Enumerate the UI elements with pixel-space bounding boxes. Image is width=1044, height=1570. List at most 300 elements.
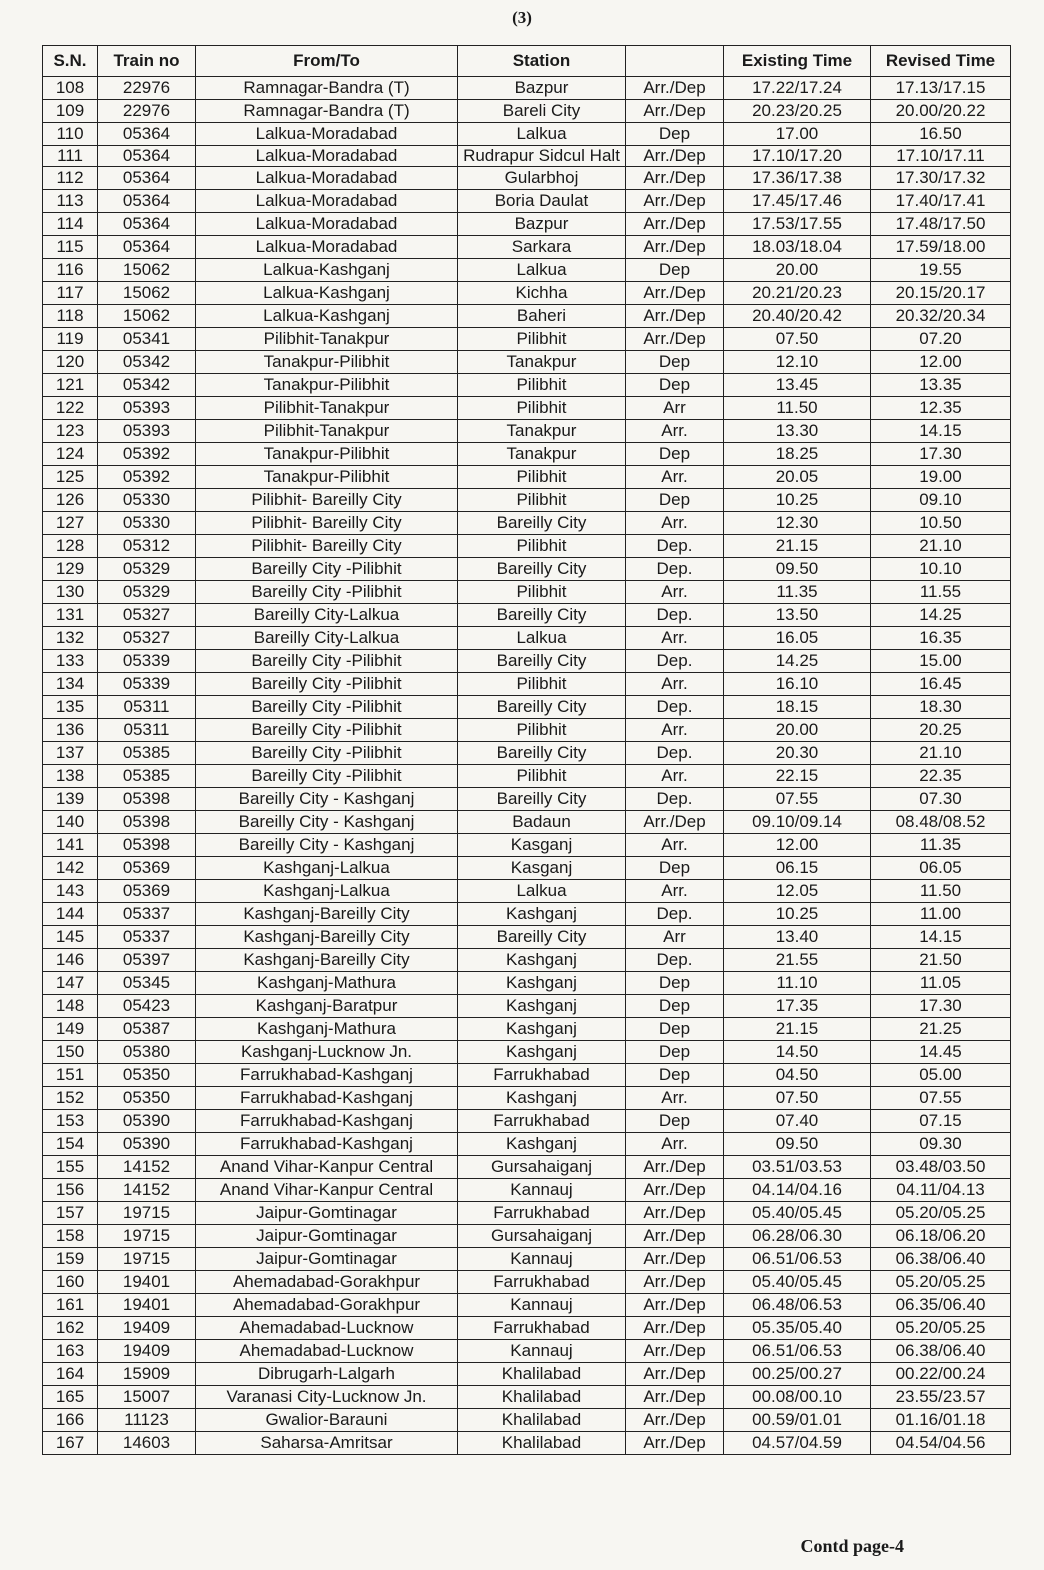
sn-cell: 127 bbox=[43, 512, 98, 535]
sn-cell: 137 bbox=[43, 742, 98, 765]
train-no-cell: 05369 bbox=[98, 880, 196, 903]
arr-dep-cell: Arr./Dep bbox=[626, 190, 724, 213]
table-row bbox=[43, 1087, 1011, 1110]
from-to-cell: Dibrugarh-Lalgarh bbox=[196, 1363, 458, 1386]
revised-time-cell: 17.30/17.32 bbox=[871, 167, 1011, 190]
existing-time-cell: 10.25 bbox=[724, 489, 871, 512]
station-cell: Bareilly City bbox=[458, 512, 626, 535]
station-cell: Bareli City bbox=[458, 100, 626, 123]
arr-dep-cell: Dep. bbox=[626, 535, 724, 558]
existing-time-cell: 13.40 bbox=[724, 926, 871, 949]
existing-time-cell: 12.10 bbox=[724, 351, 871, 374]
sn-cell: 151 bbox=[43, 1064, 98, 1087]
existing-time-cell: 20.23/20.25 bbox=[724, 100, 871, 123]
table-row bbox=[43, 328, 1011, 351]
train-no-cell: 14152 bbox=[98, 1179, 196, 1202]
sn-cell: 132 bbox=[43, 627, 98, 650]
sn-cell: 121 bbox=[43, 374, 98, 397]
sn-cell: 119 bbox=[43, 328, 98, 351]
existing-time-cell: 09.50 bbox=[724, 558, 871, 581]
station-cell: Pilibhit bbox=[458, 328, 626, 351]
station-cell: Gursahaiganj bbox=[458, 1156, 626, 1179]
existing-time-cell: 18.25 bbox=[724, 443, 871, 466]
sn-cell: 154 bbox=[43, 1133, 98, 1156]
arr-dep-cell: Arr./Dep bbox=[626, 1271, 724, 1294]
from-to-cell: Ahemadabad-Lucknow bbox=[196, 1340, 458, 1363]
station-cell: Farrukhabad bbox=[458, 1110, 626, 1133]
existing-time-cell: 20.40/20.42 bbox=[724, 305, 871, 328]
train-no-cell: 22976 bbox=[98, 100, 196, 123]
table-row bbox=[43, 857, 1011, 880]
from-to-cell: Kashganj-Bareilly City bbox=[196, 949, 458, 972]
from-to-cell: Lalkua-Moradabad bbox=[196, 190, 458, 213]
existing-time-cell: 00.08/00.10 bbox=[724, 1386, 871, 1409]
station-cell: Pilibhit bbox=[458, 397, 626, 420]
station-cell: Gularbhoj bbox=[458, 167, 626, 190]
arr-dep-cell: Dep. bbox=[626, 742, 724, 765]
continued-note: Contd page-4 bbox=[800, 1536, 904, 1556]
station-cell: Kasganj bbox=[458, 857, 626, 880]
revised-time-cell: 11.05 bbox=[871, 972, 1011, 995]
station-cell: Bareilly City bbox=[458, 788, 626, 811]
train-no-cell: 15007 bbox=[98, 1386, 196, 1409]
sn-cell: 165 bbox=[43, 1386, 98, 1409]
revised-time-cell: 17.40/17.41 bbox=[871, 190, 1011, 213]
from-to-cell: Pilibhit- Bareilly City bbox=[196, 489, 458, 512]
station-cell: Pilibhit bbox=[458, 765, 626, 788]
station-cell: Lalkua bbox=[458, 627, 626, 650]
existing-time-cell: 20.05 bbox=[724, 466, 871, 489]
sn-cell: 134 bbox=[43, 673, 98, 696]
existing-time-cell: 20.30 bbox=[724, 742, 871, 765]
revised-time-cell: 05.00 bbox=[871, 1064, 1011, 1087]
arr-dep-cell: Dep bbox=[626, 351, 724, 374]
station-cell: Bareilly City bbox=[458, 604, 626, 627]
arr-dep-cell: Arr. bbox=[626, 466, 724, 489]
revised-time-cell: 20.15/20.17 bbox=[871, 282, 1011, 305]
existing-time-cell: 07.55 bbox=[724, 788, 871, 811]
sn-cell: 113 bbox=[43, 190, 98, 213]
from-to-cell: Bareilly City -Pilibhit bbox=[196, 719, 458, 742]
existing-time-cell: 04.50 bbox=[724, 1064, 871, 1087]
station-cell: Kashganj bbox=[458, 1133, 626, 1156]
from-to-cell: Kashganj-Lalkua bbox=[196, 880, 458, 903]
from-to-cell: Bareilly City -Pilibhit bbox=[196, 581, 458, 604]
from-to-cell: Pilibhit- Bareilly City bbox=[196, 535, 458, 558]
train-no-cell: 05364 bbox=[98, 167, 196, 190]
from-to-cell: Anand Vihar-Kanpur Central bbox=[196, 1179, 458, 1202]
table-row bbox=[43, 1156, 1011, 1179]
table-row bbox=[43, 949, 1011, 972]
sn-cell: 114 bbox=[43, 213, 98, 236]
existing-time-cell: 06.48/06.53 bbox=[724, 1294, 871, 1317]
existing-time-cell: 04.14/04.16 bbox=[724, 1179, 871, 1202]
sn-cell: 141 bbox=[43, 834, 98, 857]
from-to-cell: Kashganj-Bareilly City bbox=[196, 903, 458, 926]
from-to-cell: Bareilly City - Kashganj bbox=[196, 811, 458, 834]
existing-time-cell: 05.35/05.40 bbox=[724, 1317, 871, 1340]
station-cell: Badaun bbox=[458, 811, 626, 834]
revised-time-cell: 23.55/23.57 bbox=[871, 1386, 1011, 1409]
from-to-cell: Varanasi City-Lucknow Jn. bbox=[196, 1386, 458, 1409]
revised-time-cell: 06.38/06.40 bbox=[871, 1340, 1011, 1363]
sn-cell: 120 bbox=[43, 351, 98, 374]
table-row bbox=[43, 213, 1011, 236]
table-row bbox=[43, 581, 1011, 604]
revised-time-cell: 17.59/18.00 bbox=[871, 236, 1011, 259]
station-cell: Bazpur bbox=[458, 77, 626, 100]
sn-cell: 126 bbox=[43, 489, 98, 512]
train-no-cell: 05342 bbox=[98, 351, 196, 374]
from-to-cell: Ahemadabad-Gorakhpur bbox=[196, 1271, 458, 1294]
revised-time-cell: 07.20 bbox=[871, 328, 1011, 351]
revised-time-cell: 05.20/05.25 bbox=[871, 1317, 1011, 1340]
train-no-cell: 19401 bbox=[98, 1294, 196, 1317]
from-to-cell: Farrukhabad-Kashganj bbox=[196, 1133, 458, 1156]
table-row bbox=[43, 1386, 1011, 1409]
revised-time-cell: 06.05 bbox=[871, 857, 1011, 880]
header-from-to: From/To bbox=[196, 46, 458, 77]
existing-time-cell: 14.50 bbox=[724, 1041, 871, 1064]
table-row bbox=[43, 351, 1011, 374]
arr-dep-cell: Arr./Dep bbox=[626, 1386, 724, 1409]
train-no-cell: 05398 bbox=[98, 788, 196, 811]
station-cell: Kasganj bbox=[458, 834, 626, 857]
arr-dep-cell: Arr./Dep bbox=[626, 1409, 724, 1432]
train-no-cell: 05339 bbox=[98, 673, 196, 696]
station-cell: Kannauj bbox=[458, 1248, 626, 1271]
table-row bbox=[43, 880, 1011, 903]
existing-time-cell: 17.22/17.24 bbox=[724, 77, 871, 100]
station-cell: Kichha bbox=[458, 282, 626, 305]
existing-time-cell: 17.53/17.55 bbox=[724, 213, 871, 236]
train-no-cell: 19715 bbox=[98, 1248, 196, 1271]
station-cell: Khalilabad bbox=[458, 1386, 626, 1409]
train-no-cell: 05364 bbox=[98, 190, 196, 213]
station-cell: Bareilly City bbox=[458, 926, 626, 949]
station-cell: Bazpur bbox=[458, 213, 626, 236]
arr-dep-cell: Dep. bbox=[626, 604, 724, 627]
revised-time-cell: 13.35 bbox=[871, 374, 1011, 397]
table-row bbox=[43, 167, 1011, 190]
station-cell: Pilibhit bbox=[458, 719, 626, 742]
from-to-cell: Bareilly City-Lalkua bbox=[196, 627, 458, 650]
table-row bbox=[43, 1271, 1011, 1294]
station-cell: Lalkua bbox=[458, 880, 626, 903]
sn-cell: 130 bbox=[43, 581, 98, 604]
sn-cell: 145 bbox=[43, 926, 98, 949]
existing-time-cell: 20.00 bbox=[724, 719, 871, 742]
sn-cell: 131 bbox=[43, 604, 98, 627]
arr-dep-cell: Arr./Dep bbox=[626, 305, 724, 328]
existing-time-cell: 04.57/04.59 bbox=[724, 1432, 871, 1455]
table-row bbox=[43, 374, 1011, 397]
sn-cell: 161 bbox=[43, 1294, 98, 1317]
train-no-cell: 19715 bbox=[98, 1225, 196, 1248]
timetable-container bbox=[42, 45, 1010, 1455]
arr-dep-cell: Arr./Dep bbox=[626, 1225, 724, 1248]
existing-time-cell: 17.45/17.46 bbox=[724, 190, 871, 213]
arr-dep-cell: Arr. bbox=[626, 420, 724, 443]
arr-dep-cell: Arr./Dep bbox=[626, 811, 724, 834]
sn-cell: 129 bbox=[43, 558, 98, 581]
train-no-cell: 15062 bbox=[98, 259, 196, 282]
table-row bbox=[43, 696, 1011, 719]
from-to-cell: Tanakpur-Pilibhit bbox=[196, 443, 458, 466]
header-station: Station bbox=[458, 46, 626, 77]
existing-time-cell: 13.45 bbox=[724, 374, 871, 397]
existing-time-cell: 06.28/06.30 bbox=[724, 1225, 871, 1248]
header-row bbox=[43, 46, 1011, 77]
arr-dep-cell: Arr./Dep bbox=[626, 167, 724, 190]
arr-dep-cell: Dep bbox=[626, 1064, 724, 1087]
station-cell: Pilibhit bbox=[458, 673, 626, 696]
existing-time-cell: 11.35 bbox=[724, 581, 871, 604]
sn-cell: 153 bbox=[43, 1110, 98, 1133]
arr-dep-cell: Arr./Dep bbox=[626, 213, 724, 236]
train-no-cell: 05392 bbox=[98, 443, 196, 466]
existing-time-cell: 05.40/05.45 bbox=[724, 1271, 871, 1294]
sn-cell: 136 bbox=[43, 719, 98, 742]
arr-dep-cell: Arr./Dep bbox=[626, 1156, 724, 1179]
table-row bbox=[43, 1179, 1011, 1202]
revised-time-cell: 16.45 bbox=[871, 673, 1011, 696]
existing-time-cell: 13.50 bbox=[724, 604, 871, 627]
from-to-cell: Lalkua-Moradabad bbox=[196, 236, 458, 259]
existing-time-cell: 06.51/06.53 bbox=[724, 1340, 871, 1363]
from-to-cell: Tanakpur-Pilibhit bbox=[196, 374, 458, 397]
arr-dep-cell: Arr./Dep bbox=[626, 1202, 724, 1225]
revised-time-cell: 05.20/05.25 bbox=[871, 1202, 1011, 1225]
arr-dep-cell: Dep bbox=[626, 972, 724, 995]
revised-time-cell: 17.48/17.50 bbox=[871, 213, 1011, 236]
sn-cell: 146 bbox=[43, 949, 98, 972]
station-cell: Bareilly City bbox=[458, 558, 626, 581]
train-no-cell: 05327 bbox=[98, 627, 196, 650]
sn-cell: 157 bbox=[43, 1202, 98, 1225]
table-row bbox=[43, 742, 1011, 765]
revised-time-cell: 16.50 bbox=[871, 123, 1011, 146]
arr-dep-cell: Arr. bbox=[626, 834, 724, 857]
from-to-cell: Tanakpur-Pilibhit bbox=[196, 351, 458, 374]
arr-dep-cell: Dep bbox=[626, 443, 724, 466]
table-row bbox=[43, 77, 1011, 100]
table-row bbox=[43, 259, 1011, 282]
existing-time-cell: 16.05 bbox=[724, 627, 871, 650]
sn-cell: 115 bbox=[43, 236, 98, 259]
table-row bbox=[43, 1317, 1011, 1340]
header-train-no: Train no bbox=[98, 46, 196, 77]
revised-time-cell: 11.35 bbox=[871, 834, 1011, 857]
table-row bbox=[43, 627, 1011, 650]
sn-cell: 164 bbox=[43, 1363, 98, 1386]
arr-dep-cell: Arr./Dep bbox=[626, 328, 724, 351]
table-row bbox=[43, 1018, 1011, 1041]
table-row bbox=[43, 811, 1011, 834]
revised-time-cell: 20.25 bbox=[871, 719, 1011, 742]
revised-time-cell: 21.50 bbox=[871, 949, 1011, 972]
from-to-cell: Bareilly City -Pilibhit bbox=[196, 650, 458, 673]
table-row bbox=[43, 282, 1011, 305]
arr-dep-cell: Dep. bbox=[626, 696, 724, 719]
from-to-cell: Kashganj-Baratpur bbox=[196, 995, 458, 1018]
arr-dep-cell: Arr. bbox=[626, 1087, 724, 1110]
existing-time-cell: 16.10 bbox=[724, 673, 871, 696]
sn-cell: 138 bbox=[43, 765, 98, 788]
arr-dep-cell: Dep bbox=[626, 374, 724, 397]
revised-time-cell: 03.48/03.50 bbox=[871, 1156, 1011, 1179]
table-row bbox=[43, 903, 1011, 926]
from-to-cell: Ahemadabad-Gorakhpur bbox=[196, 1294, 458, 1317]
table-row bbox=[43, 719, 1011, 742]
table-row bbox=[43, 972, 1011, 995]
from-to-cell: Farrukhabad-Kashganj bbox=[196, 1064, 458, 1087]
from-to-cell: Kashganj-Lalkua bbox=[196, 857, 458, 880]
sn-cell: 163 bbox=[43, 1340, 98, 1363]
revised-time-cell: 04.54/04.56 bbox=[871, 1432, 1011, 1455]
station-cell: Farrukhabad bbox=[458, 1271, 626, 1294]
existing-time-cell: 21.15 bbox=[724, 535, 871, 558]
revised-time-cell: 14.25 bbox=[871, 604, 1011, 627]
sn-cell: 150 bbox=[43, 1041, 98, 1064]
train-no-cell: 22976 bbox=[98, 77, 196, 100]
table-row bbox=[43, 1432, 1011, 1455]
arr-dep-cell: Arr./Dep bbox=[626, 100, 724, 123]
train-no-cell: 05327 bbox=[98, 604, 196, 627]
sn-cell: 148 bbox=[43, 995, 98, 1018]
timetable-body bbox=[43, 77, 1011, 1455]
station-cell: Pilibhit bbox=[458, 489, 626, 512]
from-to-cell: Ahemadabad-Lucknow bbox=[196, 1317, 458, 1340]
station-cell: Gursahaiganj bbox=[458, 1225, 626, 1248]
revised-time-cell: 16.35 bbox=[871, 627, 1011, 650]
train-no-cell: 05385 bbox=[98, 765, 196, 788]
from-to-cell: Pilibhit- Bareilly City bbox=[196, 512, 458, 535]
table-row bbox=[43, 100, 1011, 123]
from-to-cell: Kashganj-Bareilly City bbox=[196, 926, 458, 949]
existing-time-cell: 17.35 bbox=[724, 995, 871, 1018]
station-cell: Khalilabad bbox=[458, 1363, 626, 1386]
train-no-cell: 05385 bbox=[98, 742, 196, 765]
revised-time-cell: 11.50 bbox=[871, 880, 1011, 903]
table-row bbox=[43, 558, 1011, 581]
station-cell: Boria Daulat bbox=[458, 190, 626, 213]
table-row bbox=[43, 305, 1011, 328]
from-to-cell: Bareilly City - Kashganj bbox=[196, 834, 458, 857]
train-no-cell: 19409 bbox=[98, 1340, 196, 1363]
train-no-cell: 05392 bbox=[98, 466, 196, 489]
table-row bbox=[43, 535, 1011, 558]
from-to-cell: Lalkua-Moradabad bbox=[196, 123, 458, 146]
sn-cell: 110 bbox=[43, 123, 98, 146]
arr-dep-cell: Arr. bbox=[626, 581, 724, 604]
revised-time-cell: 09.10 bbox=[871, 489, 1011, 512]
from-to-cell: Ramnagar-Bandra (T) bbox=[196, 77, 458, 100]
station-cell: Bareilly City bbox=[458, 696, 626, 719]
station-cell: Kashganj bbox=[458, 1018, 626, 1041]
arr-dep-cell: Arr./Dep bbox=[626, 236, 724, 259]
from-to-cell: Bareilly City -Pilibhit bbox=[196, 673, 458, 696]
station-cell: Lalkua bbox=[458, 259, 626, 282]
table-row bbox=[43, 1202, 1011, 1225]
arr-dep-cell: Dep. bbox=[626, 903, 724, 926]
from-to-cell: Kashganj-Mathura bbox=[196, 1018, 458, 1041]
arr-dep-cell: Arr. bbox=[626, 719, 724, 742]
existing-time-cell: 17.00 bbox=[724, 123, 871, 146]
existing-time-cell: 20.21/20.23 bbox=[724, 282, 871, 305]
revised-time-cell: 20.32/20.34 bbox=[871, 305, 1011, 328]
from-to-cell: Lalkua-Moradabad bbox=[196, 146, 458, 167]
table-row bbox=[43, 420, 1011, 443]
sn-cell: 147 bbox=[43, 972, 98, 995]
from-to-cell: Lalkua-Moradabad bbox=[196, 167, 458, 190]
revised-time-cell: 10.50 bbox=[871, 512, 1011, 535]
station-cell: Kashganj bbox=[458, 1041, 626, 1064]
station-cell: Bareilly City bbox=[458, 650, 626, 673]
sn-cell: 108 bbox=[43, 77, 98, 100]
revised-time-cell: 19.55 bbox=[871, 259, 1011, 282]
existing-time-cell: 11.50 bbox=[724, 397, 871, 420]
from-to-cell: Ramnagar-Bandra (T) bbox=[196, 100, 458, 123]
table-row bbox=[43, 397, 1011, 420]
train-no-cell: 05393 bbox=[98, 420, 196, 443]
from-to-cell: Bareilly City-Lalkua bbox=[196, 604, 458, 627]
arr-dep-cell: Dep. bbox=[626, 650, 724, 673]
sn-cell: 159 bbox=[43, 1248, 98, 1271]
sn-cell: 116 bbox=[43, 259, 98, 282]
arr-dep-cell: Dep. bbox=[626, 788, 724, 811]
station-cell: Tanakpur bbox=[458, 351, 626, 374]
revised-time-cell: 21.10 bbox=[871, 535, 1011, 558]
station-cell: Kashganj bbox=[458, 972, 626, 995]
revised-time-cell: 11.00 bbox=[871, 903, 1011, 926]
train-no-cell: 14603 bbox=[98, 1432, 196, 1455]
arr-dep-cell: Dep. bbox=[626, 558, 724, 581]
table-row bbox=[43, 1248, 1011, 1271]
train-no-cell: 05364 bbox=[98, 123, 196, 146]
from-to-cell: Pilibhit-Tanakpur bbox=[196, 420, 458, 443]
train-no-cell: 14152 bbox=[98, 1156, 196, 1179]
station-cell: Pilibhit bbox=[458, 374, 626, 397]
arr-dep-cell: Arr./Dep bbox=[626, 1248, 724, 1271]
train-no-cell: 15909 bbox=[98, 1363, 196, 1386]
sn-cell: 124 bbox=[43, 443, 98, 466]
station-cell: Pilibhit bbox=[458, 466, 626, 489]
existing-time-cell: 13.30 bbox=[724, 420, 871, 443]
sn-cell: 156 bbox=[43, 1179, 98, 1202]
train-no-cell: 05423 bbox=[98, 995, 196, 1018]
station-cell: Kashganj bbox=[458, 1087, 626, 1110]
sn-cell: 162 bbox=[43, 1317, 98, 1340]
arr-dep-cell: Dep bbox=[626, 123, 724, 146]
train-no-cell: 05329 bbox=[98, 558, 196, 581]
sn-cell: 149 bbox=[43, 1018, 98, 1041]
station-cell: Kashganj bbox=[458, 949, 626, 972]
station-cell: Khalilabad bbox=[458, 1409, 626, 1432]
train-no-cell: 19409 bbox=[98, 1317, 196, 1340]
revised-time-cell: 04.11/04.13 bbox=[871, 1179, 1011, 1202]
existing-time-cell: 00.25/00.27 bbox=[724, 1363, 871, 1386]
existing-time-cell: 07.40 bbox=[724, 1110, 871, 1133]
existing-time-cell: 00.59/01.01 bbox=[724, 1409, 871, 1432]
from-to-cell: Bareilly City - Kashganj bbox=[196, 788, 458, 811]
train-no-cell: 05369 bbox=[98, 857, 196, 880]
from-to-cell: Anand Vihar-Kanpur Central bbox=[196, 1156, 458, 1179]
arr-dep-cell: Arr./Dep bbox=[626, 282, 724, 305]
sn-cell: 158 bbox=[43, 1225, 98, 1248]
from-to-cell: Bareilly City -Pilibhit bbox=[196, 558, 458, 581]
arr-dep-cell: Arr./Dep bbox=[626, 77, 724, 100]
